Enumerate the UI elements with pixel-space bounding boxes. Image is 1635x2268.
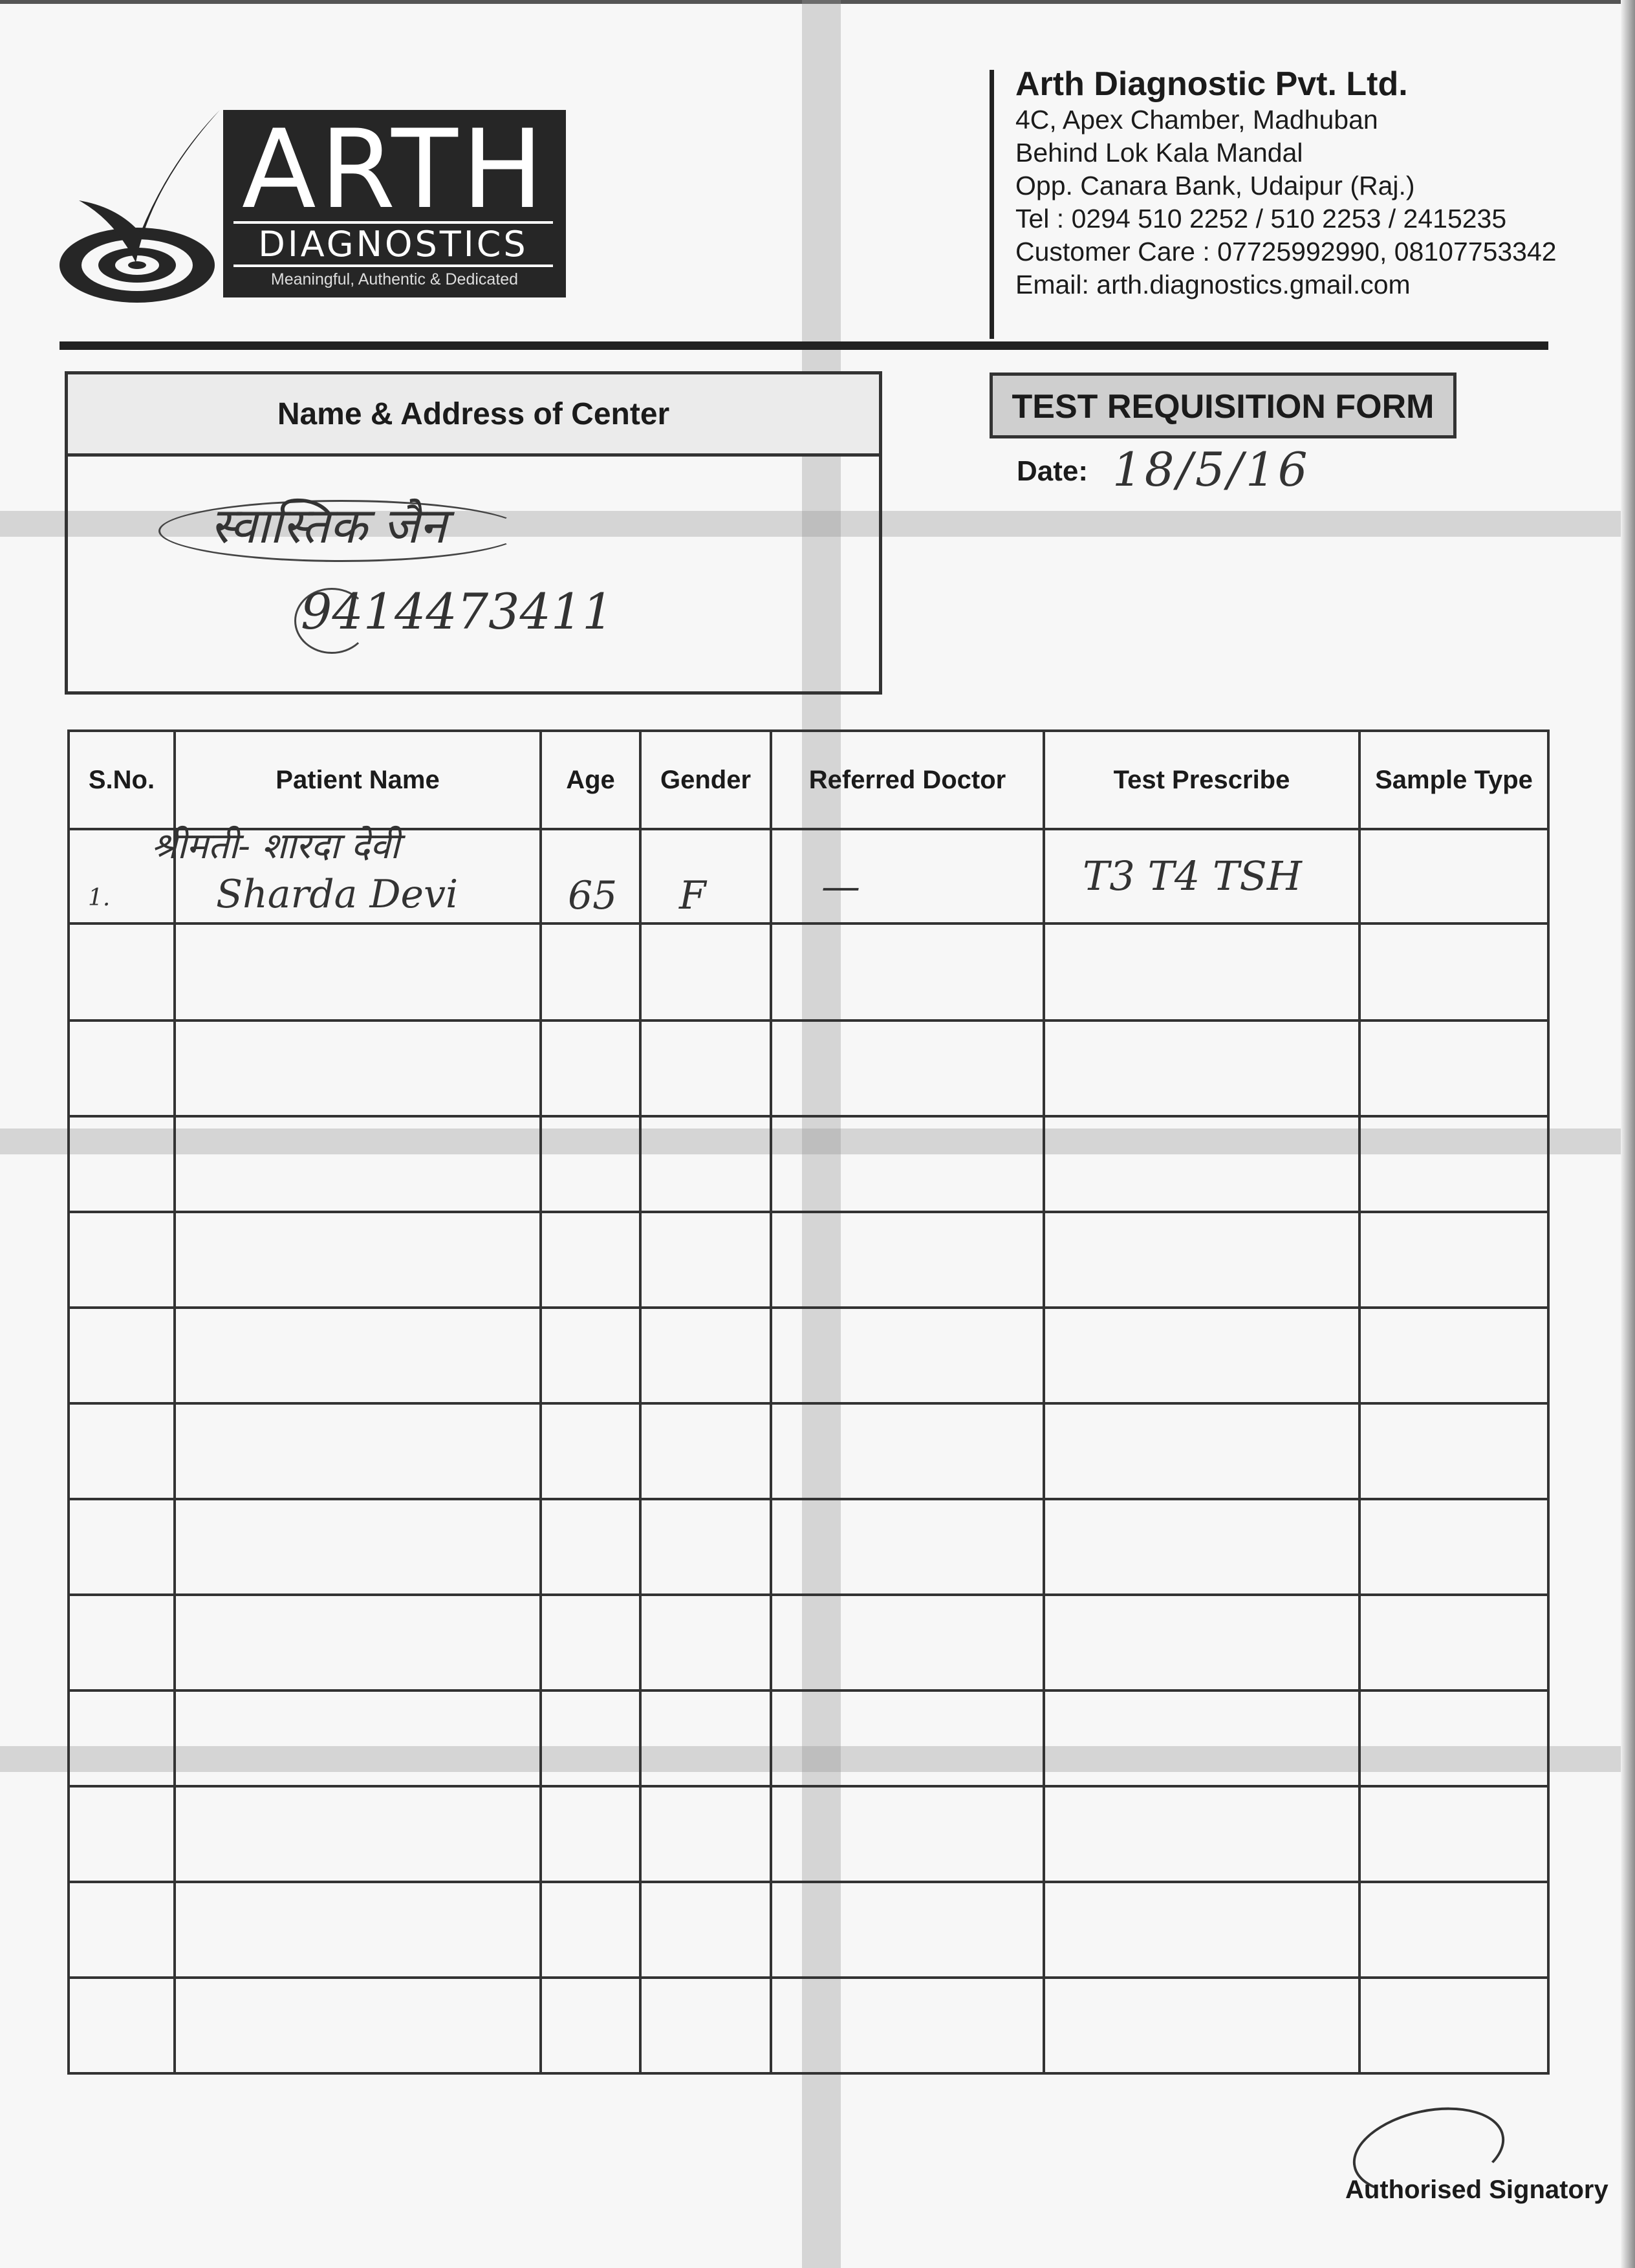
row-sno: 1. xyxy=(88,885,111,911)
header-sample-type: Sample Type xyxy=(1375,766,1533,794)
logo-subtitle: DIAGNOSTICS xyxy=(233,221,553,267)
authorised-signatory-label: Authorised Signatory xyxy=(1345,2176,1608,2204)
header-gender: Gender xyxy=(660,766,752,794)
patient-gender: F xyxy=(679,873,706,918)
handwritten-center-name: स्वास्तिक जैन xyxy=(210,497,447,554)
table-col-rule xyxy=(770,729,772,2075)
patient-name-hindi: श्रीमती- शारदा देवी xyxy=(151,825,400,867)
center-box-heading: Name & Address of Center xyxy=(277,397,670,431)
patient-name-english: Sharda Devi xyxy=(216,872,459,917)
date-label: Date: xyxy=(1017,455,1088,487)
table-col-rule xyxy=(173,729,176,2075)
table-row-rule xyxy=(67,1593,1550,1596)
table-col-rule xyxy=(639,729,642,2075)
table-border-bottom xyxy=(67,2072,1550,2075)
table-border-right xyxy=(1547,729,1550,2075)
header-referred-doctor: Referred Doctor xyxy=(808,766,1006,794)
table-row-rule xyxy=(67,1498,1550,1500)
email-line: Email: arth.diagnostics.gmail.com xyxy=(1015,270,1411,299)
table-row-rule xyxy=(67,1211,1550,1213)
table-row-rule xyxy=(67,1881,1550,1883)
table-col-rule xyxy=(539,729,542,2075)
table-col-rule xyxy=(1358,729,1361,2075)
patient-age: 65 xyxy=(568,873,618,918)
center-address-box xyxy=(65,371,882,695)
logo xyxy=(223,106,566,297)
handwritten-date: 18/5/16 xyxy=(1112,442,1310,497)
table-row-rule xyxy=(67,1306,1550,1309)
handwritten-center-phone: 9414473411 xyxy=(301,583,614,640)
logo-tagline: Meaningful, Authentic & Dedicated xyxy=(270,270,519,288)
tests-prescribed: T3 T4 TSH xyxy=(1083,852,1302,900)
table-row-rule xyxy=(67,1785,1550,1787)
address-line: Opp. Canara Bank, Udaipur (Raj.) xyxy=(1015,171,1415,200)
table-row-rule xyxy=(67,1019,1550,1022)
phone-line: Tel : 0294 510 2252 / 510 2253 / 2415235 xyxy=(1015,204,1507,233)
table-row-rule xyxy=(67,922,1550,925)
address-line: Behind Lok Kala Mandal xyxy=(1015,138,1303,167)
fold-shadow xyxy=(802,0,841,2268)
header-test-prescribe: Test Prescribe xyxy=(1113,766,1290,794)
table-border-left xyxy=(67,729,70,2075)
table-row-rule xyxy=(67,1689,1550,1692)
table-row-rule xyxy=(67,1402,1550,1405)
logo-wordmark: ARTH xyxy=(241,106,548,233)
header-rule xyxy=(60,341,1548,350)
company-info xyxy=(1015,65,1597,301)
header-sno: S.No. xyxy=(88,766,155,794)
center-box-header xyxy=(68,374,879,457)
address-line: 4C, Apex Chamber, Madhuban xyxy=(1015,105,1378,135)
header-patient-name: Patient Name xyxy=(276,766,440,794)
referred-doctor-dash: — xyxy=(821,864,860,909)
table-row-rule xyxy=(67,1976,1550,1979)
table-col-rule xyxy=(1043,729,1045,2075)
table-border-top xyxy=(67,729,1550,732)
customer-care-line: Customer Care : 07725992990, 08107753342 xyxy=(1015,237,1557,266)
table-row-rule xyxy=(67,1115,1550,1118)
form-title: TEST REQUISITION FORM xyxy=(1012,388,1435,426)
target-check-icon xyxy=(53,103,221,310)
header-divider xyxy=(990,70,994,339)
form-title-box xyxy=(990,373,1456,438)
header-age: Age xyxy=(566,766,615,794)
company-name: Arth Diagnostic Pvt. Ltd. xyxy=(1015,65,1408,103)
scan-edge-right xyxy=(1621,0,1635,2268)
